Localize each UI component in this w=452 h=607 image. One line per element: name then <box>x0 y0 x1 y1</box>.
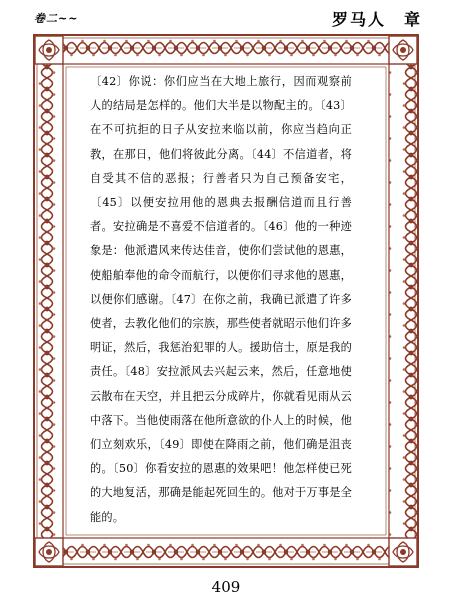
chapter-label: 卷二~~ <box>34 12 79 25</box>
page-header <box>0 6 452 32</box>
body-text: 〔42〕你说：你们应当在大地上旅行，因而观察前人的结局是怎样的。他们大半是以物配主的。〔43〕在不可抗拒的日子从安拉来临以前，你应当趋向正教，在那日，他们将彼此分离。〔44〕不信道者，将自受其不信的恶报；行善者只为自己预备安宅，〔45〕以便安拉用他的恩典去报酬信道而且行善者。安拉确是不喜爱不信道者的。〔46〕他的一种迹象是：他派遣风来传达佳音，使你们尝试他的恩惠，使船舶奉他的命令而航行，以便你们寻求他的恩惠，以便你们感谢。〔47〕在你之前，我确已派遣了许多使者，去教化他们的宗族，那些使者就昭示他们许多明证，然后，我惩治犯罪的人。援助信士，原是我的责任。〔48〕安拉派风去兴起云来，然后，任意地使云散布在天空，并且把云分成碎片，你就看见雨从云中落下。当他使雨落在他所意欲的仆人上的时候，他们立刻欢乐，〔49〕即使在降雨之前，他们确是沮丧的。〔50〕你看安拉的恩惠的效果吧！他怎样使已死的大地复活，那确是能起死回生的。他对于万事是全能的。 <box>90 75 352 524</box>
surah-title: 罗马人 章 <box>331 10 422 29</box>
page-number: 409 <box>211 578 241 596</box>
